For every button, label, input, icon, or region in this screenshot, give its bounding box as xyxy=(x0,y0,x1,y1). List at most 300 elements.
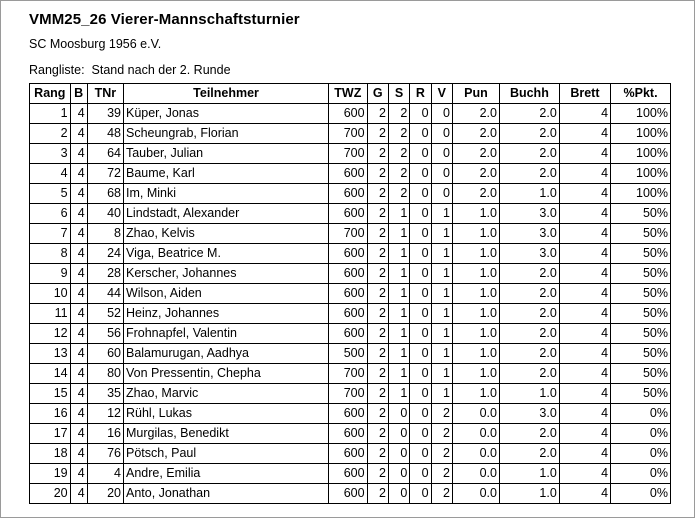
cell-teilnehmer: Küper, Jonas xyxy=(123,104,328,124)
cell-v: 1 xyxy=(431,204,452,224)
cell-s: 2 xyxy=(388,184,409,204)
cell-tnr: 60 xyxy=(87,344,123,364)
cell-pun: 0.0 xyxy=(452,404,499,424)
cell-g: 2 xyxy=(367,444,388,464)
cell-r: 0 xyxy=(410,404,431,424)
cell-r: 0 xyxy=(410,244,431,264)
cell-s: 1 xyxy=(388,364,409,384)
cell-prozent-punkte: 100% xyxy=(611,124,671,144)
column-header-b: B xyxy=(70,84,87,104)
cell-pun: 1.0 xyxy=(452,384,499,404)
cell-teilnehmer: Heinz, Johannes xyxy=(123,304,328,324)
cell-teilnehmer: Tauber, Julian xyxy=(123,144,328,164)
cell-pun: 1.0 xyxy=(452,284,499,304)
cell-r: 0 xyxy=(410,344,431,364)
cell-v: 2 xyxy=(431,444,452,464)
cell-twz: 700 xyxy=(329,144,367,164)
cell-brett: 4 xyxy=(559,404,610,424)
cell-v: 2 xyxy=(431,484,452,504)
cell-teilnehmer: Anto, Jonathan xyxy=(123,484,328,504)
cell-buchh: 2.0 xyxy=(499,364,559,384)
cell-prozent-punkte: 0% xyxy=(611,424,671,444)
cell-teilnehmer: Von Pressentin, Chepha xyxy=(123,364,328,384)
cell-twz: 500 xyxy=(329,344,367,364)
cell-pun: 1.0 xyxy=(452,224,499,244)
cell-teilnehmer: Rühl, Lukas xyxy=(123,404,328,424)
cell-v: 1 xyxy=(431,324,452,344)
cell-prozent-punkte: 50% xyxy=(611,384,671,404)
cell-prozent-punkte: 0% xyxy=(611,484,671,504)
cell-buchh: 2.0 xyxy=(499,104,559,124)
document-header xyxy=(1,1,694,77)
cell-buchh: 2.0 xyxy=(499,264,559,284)
cell-rang: 13 xyxy=(30,344,71,364)
cell-pun: 1.0 xyxy=(452,304,499,324)
cell-prozent-punkte: 50% xyxy=(611,264,671,284)
cell-brett: 4 xyxy=(559,464,610,484)
cell-brett: 4 xyxy=(559,164,610,184)
cell-rang: 8 xyxy=(30,244,71,264)
cell-g: 2 xyxy=(367,164,388,184)
cell-prozent-punkte: 50% xyxy=(611,224,671,244)
cell-r: 0 xyxy=(410,464,431,484)
table-row xyxy=(30,264,671,284)
cell-pun: 1.0 xyxy=(452,244,499,264)
column-header-v: V xyxy=(431,84,452,104)
cell-prozent-punkte: 100% xyxy=(611,164,671,184)
table-row xyxy=(30,424,671,444)
cell-buchh: 2.0 xyxy=(499,124,559,144)
cell-g: 2 xyxy=(367,464,388,484)
column-header-tnr: TNr xyxy=(87,84,123,104)
cell-g: 2 xyxy=(367,244,388,264)
cell-brett: 4 xyxy=(559,384,610,404)
column-header-rang: Rang xyxy=(30,84,71,104)
cell-tnr: 44 xyxy=(87,284,123,304)
cell-s: 1 xyxy=(388,284,409,304)
cell-rang: 20 xyxy=(30,484,71,504)
cell-brett: 4 xyxy=(559,324,610,344)
table-row xyxy=(30,284,671,304)
cell-v: 1 xyxy=(431,384,452,404)
cell-buchh: 2.0 xyxy=(499,344,559,364)
cell-teilnehmer: Wilson, Aiden xyxy=(123,284,328,304)
table-row xyxy=(30,164,671,184)
cell-r: 0 xyxy=(410,444,431,464)
cell-pun: 0.0 xyxy=(452,444,499,464)
cell-tnr: 80 xyxy=(87,364,123,384)
cell-teilnehmer: Scheungrab, Florian xyxy=(123,124,328,144)
cell-v: 1 xyxy=(431,284,452,304)
cell-r: 0 xyxy=(410,384,431,404)
cell-r: 0 xyxy=(410,104,431,124)
cell-rang: 1 xyxy=(30,104,71,124)
cell-s: 0 xyxy=(388,424,409,444)
cell-rang: 16 xyxy=(30,404,71,424)
cell-pun: 2.0 xyxy=(452,124,499,144)
cell-g: 2 xyxy=(367,404,388,424)
cell-tnr: 48 xyxy=(87,124,123,144)
cell-g: 2 xyxy=(367,144,388,164)
cell-brett: 4 xyxy=(559,224,610,244)
table-row xyxy=(30,444,671,464)
cell-s: 1 xyxy=(388,204,409,224)
cell-teilnehmer: Kerscher, Johannes xyxy=(123,264,328,284)
cell-b: 4 xyxy=(70,444,87,464)
cell-twz: 600 xyxy=(329,164,367,184)
cell-s: 1 xyxy=(388,304,409,324)
column-header-s: S xyxy=(388,84,409,104)
cell-r: 0 xyxy=(410,284,431,304)
cell-s: 2 xyxy=(388,104,409,124)
cell-rang: 10 xyxy=(30,284,71,304)
cell-buchh: 1.0 xyxy=(499,484,559,504)
cell-buchh: 3.0 xyxy=(499,244,559,264)
table-row xyxy=(30,124,671,144)
cell-r: 0 xyxy=(410,224,431,244)
cell-twz: 600 xyxy=(329,244,367,264)
cell-brett: 4 xyxy=(559,184,610,204)
cell-twz: 600 xyxy=(329,424,367,444)
cell-rang: 11 xyxy=(30,304,71,324)
cell-buchh: 2.0 xyxy=(499,144,559,164)
cell-prozent-punkte: 50% xyxy=(611,284,671,304)
cell-rang: 2 xyxy=(30,124,71,144)
table-row xyxy=(30,404,671,424)
cell-buchh: 3.0 xyxy=(499,224,559,244)
cell-s: 1 xyxy=(388,244,409,264)
cell-v: 0 xyxy=(431,104,452,124)
cell-r: 0 xyxy=(410,164,431,184)
cell-b: 4 xyxy=(70,364,87,384)
cell-prozent-punkte: 100% xyxy=(611,104,671,124)
cell-buchh: 2.0 xyxy=(499,324,559,344)
cell-r: 0 xyxy=(410,124,431,144)
column-header-prozent-punkte: %Pkt. xyxy=(611,84,671,104)
cell-g: 2 xyxy=(367,204,388,224)
cell-twz: 600 xyxy=(329,304,367,324)
cell-brett: 4 xyxy=(559,344,610,364)
cell-v: 1 xyxy=(431,224,452,244)
cell-rang: 14 xyxy=(30,364,71,384)
cell-v: 0 xyxy=(431,124,452,144)
cell-pun: 1.0 xyxy=(452,364,499,384)
cell-twz: 600 xyxy=(329,104,367,124)
cell-r: 0 xyxy=(410,484,431,504)
cell-twz: 600 xyxy=(329,184,367,204)
cell-g: 2 xyxy=(367,264,388,284)
table-row xyxy=(30,364,671,384)
table-row xyxy=(30,344,671,364)
table-row xyxy=(30,224,671,244)
cell-twz: 600 xyxy=(329,264,367,284)
column-header-twz: TWZ xyxy=(329,84,367,104)
cell-r: 0 xyxy=(410,144,431,164)
cell-g: 2 xyxy=(367,324,388,344)
cell-tnr: 12 xyxy=(87,404,123,424)
cell-g: 2 xyxy=(367,344,388,364)
table-row xyxy=(30,204,671,224)
cell-v: 1 xyxy=(431,244,452,264)
cell-b: 4 xyxy=(70,224,87,244)
cell-brett: 4 xyxy=(559,364,610,384)
ranking-table-wrapper xyxy=(1,83,694,504)
table-row xyxy=(30,484,671,504)
column-header-g: G xyxy=(367,84,388,104)
cell-prozent-punkte: 0% xyxy=(611,404,671,424)
cell-r: 0 xyxy=(410,324,431,344)
cell-tnr: 76 xyxy=(87,444,123,464)
cell-brett: 4 xyxy=(559,124,610,144)
cell-rang: 5 xyxy=(30,184,71,204)
cell-v: 2 xyxy=(431,464,452,484)
cell-tnr: 52 xyxy=(87,304,123,324)
cell-buchh: 2.0 xyxy=(499,424,559,444)
cell-prozent-punkte: 100% xyxy=(611,144,671,164)
cell-brett: 4 xyxy=(559,304,610,324)
cell-tnr: 56 xyxy=(87,324,123,344)
table-row xyxy=(30,104,671,124)
cell-prozent-punkte: 0% xyxy=(611,444,671,464)
cell-prozent-punkte: 50% xyxy=(611,244,671,264)
cell-s: 2 xyxy=(388,164,409,184)
cell-pun: 1.0 xyxy=(452,264,499,284)
cell-teilnehmer: Zhao, Marvic xyxy=(123,384,328,404)
cell-pun: 1.0 xyxy=(452,324,499,344)
cell-teilnehmer: Zhao, Kelvis xyxy=(123,224,328,244)
cell-s: 2 xyxy=(388,144,409,164)
cell-buchh: 1.0 xyxy=(499,184,559,204)
cell-b: 4 xyxy=(70,104,87,124)
cell-rang: 3 xyxy=(30,144,71,164)
cell-rang: 15 xyxy=(30,384,71,404)
cell-prozent-punkte: 50% xyxy=(611,304,671,324)
cell-r: 0 xyxy=(410,364,431,384)
cell-pun: 1.0 xyxy=(452,204,499,224)
cell-buchh: 3.0 xyxy=(499,404,559,424)
cell-r: 0 xyxy=(410,304,431,324)
column-header-brett: Brett xyxy=(559,84,610,104)
cell-twz: 600 xyxy=(329,204,367,224)
cell-prozent-punkte: 50% xyxy=(611,324,671,344)
table-row xyxy=(30,144,671,164)
cell-v: 1 xyxy=(431,304,452,324)
table-row xyxy=(30,184,671,204)
cell-buchh: 2.0 xyxy=(499,444,559,464)
cell-tnr: 16 xyxy=(87,424,123,444)
cell-teilnehmer: Murgilas, Benedikt xyxy=(123,424,328,444)
cell-g: 2 xyxy=(367,104,388,124)
cell-b: 4 xyxy=(70,384,87,404)
column-header-teilnehmer: Teilnehmer xyxy=(123,84,328,104)
cell-b: 4 xyxy=(70,164,87,184)
ranklist-status: Rangliste: Stand nach der 2. Runde xyxy=(29,63,231,77)
cell-buchh: 2.0 xyxy=(499,304,559,324)
cell-r: 0 xyxy=(410,264,431,284)
table-row xyxy=(30,244,671,264)
cell-s: 1 xyxy=(388,344,409,364)
cell-r: 0 xyxy=(410,424,431,444)
cell-teilnehmer: Viga, Beatrice M. xyxy=(123,244,328,264)
cell-rang: 17 xyxy=(30,424,71,444)
cell-brett: 4 xyxy=(559,104,610,124)
cell-tnr: 64 xyxy=(87,144,123,164)
cell-pun: 2.0 xyxy=(452,104,499,124)
cell-b: 4 xyxy=(70,144,87,164)
cell-g: 2 xyxy=(367,184,388,204)
cell-b: 4 xyxy=(70,304,87,324)
table-row xyxy=(30,384,671,404)
cell-s: 2 xyxy=(388,124,409,144)
cell-g: 2 xyxy=(367,364,388,384)
cell-pun: 0.0 xyxy=(452,424,499,444)
cell-prozent-punkte: 0% xyxy=(611,464,671,484)
cell-s: 1 xyxy=(388,224,409,244)
cell-v: 0 xyxy=(431,144,452,164)
cell-rang: 9 xyxy=(30,264,71,284)
cell-brett: 4 xyxy=(559,204,610,224)
table-row xyxy=(30,304,671,324)
cell-tnr: 4 xyxy=(87,464,123,484)
cell-b: 4 xyxy=(70,464,87,484)
cell-b: 4 xyxy=(70,204,87,224)
cell-s: 0 xyxy=(388,484,409,504)
cell-brett: 4 xyxy=(559,424,610,444)
cell-buchh: 3.0 xyxy=(499,204,559,224)
cell-s: 0 xyxy=(388,464,409,484)
cell-tnr: 35 xyxy=(87,384,123,404)
cell-v: 1 xyxy=(431,364,452,384)
cell-tnr: 39 xyxy=(87,104,123,124)
cell-twz: 600 xyxy=(329,284,367,304)
club-name: SC Moosburg 1956 e.V. xyxy=(29,37,162,51)
cell-rang: 6 xyxy=(30,204,71,224)
cell-b: 4 xyxy=(70,184,87,204)
cell-s: 1 xyxy=(388,324,409,344)
cell-v: 0 xyxy=(431,164,452,184)
cell-tnr: 20 xyxy=(87,484,123,504)
cell-b: 4 xyxy=(70,484,87,504)
cell-rang: 12 xyxy=(30,324,71,344)
cell-g: 2 xyxy=(367,304,388,324)
cell-twz: 700 xyxy=(329,364,367,384)
column-header-r: R xyxy=(410,84,431,104)
cell-g: 2 xyxy=(367,384,388,404)
cell-teilnehmer: Balamurugan, Aadhya xyxy=(123,344,328,364)
cell-brett: 4 xyxy=(559,284,610,304)
table-header-row xyxy=(30,84,671,104)
table-row xyxy=(30,464,671,484)
cell-b: 4 xyxy=(70,324,87,344)
cell-r: 0 xyxy=(410,184,431,204)
cell-twz: 600 xyxy=(329,324,367,344)
cell-twz: 700 xyxy=(329,384,367,404)
cell-b: 4 xyxy=(70,424,87,444)
cell-b: 4 xyxy=(70,404,87,424)
cell-b: 4 xyxy=(70,244,87,264)
cell-twz: 700 xyxy=(329,124,367,144)
page-title: VMM25_26 Vierer-Mannschaftsturnier xyxy=(29,11,300,28)
cell-brett: 4 xyxy=(559,144,610,164)
cell-s: 1 xyxy=(388,264,409,284)
cell-twz: 600 xyxy=(329,484,367,504)
cell-twz: 700 xyxy=(329,224,367,244)
cell-tnr: 72 xyxy=(87,164,123,184)
cell-brett: 4 xyxy=(559,444,610,464)
column-header-buchh: Buchh xyxy=(499,84,559,104)
cell-buchh: 1.0 xyxy=(499,384,559,404)
table-row xyxy=(30,324,671,344)
cell-v: 0 xyxy=(431,184,452,204)
cell-twz: 600 xyxy=(329,404,367,424)
cell-tnr: 28 xyxy=(87,264,123,284)
cell-g: 2 xyxy=(367,484,388,504)
cell-g: 2 xyxy=(367,124,388,144)
cell-pun: 2.0 xyxy=(452,164,499,184)
cell-tnr: 24 xyxy=(87,244,123,264)
cell-brett: 4 xyxy=(559,484,610,504)
cell-teilnehmer: Andre, Emilia xyxy=(123,464,328,484)
cell-pun: 2.0 xyxy=(452,184,499,204)
column-header-pun: Pun xyxy=(452,84,499,104)
cell-prozent-punkte: 50% xyxy=(611,344,671,364)
cell-s: 0 xyxy=(388,444,409,464)
cell-tnr: 40 xyxy=(87,204,123,224)
cell-s: 0 xyxy=(388,404,409,424)
cell-twz: 600 xyxy=(329,444,367,464)
cell-brett: 4 xyxy=(559,244,610,264)
cell-g: 2 xyxy=(367,284,388,304)
cell-teilnehmer: Frohnapfel, Valentin xyxy=(123,324,328,344)
cell-teilnehmer: Im, Minki xyxy=(123,184,328,204)
cell-buchh: 2.0 xyxy=(499,284,559,304)
cell-g: 2 xyxy=(367,424,388,444)
cell-twz: 600 xyxy=(329,464,367,484)
cell-tnr: 68 xyxy=(87,184,123,204)
cell-s: 1 xyxy=(388,384,409,404)
cell-prozent-punkte: 50% xyxy=(611,204,671,224)
cell-pun: 0.0 xyxy=(452,484,499,504)
cell-v: 2 xyxy=(431,424,452,444)
cell-b: 4 xyxy=(70,264,87,284)
cell-v: 2 xyxy=(431,404,452,424)
cell-pun: 0.0 xyxy=(452,464,499,484)
cell-r: 0 xyxy=(410,204,431,224)
cell-rang: 19 xyxy=(30,464,71,484)
cell-g: 2 xyxy=(367,224,388,244)
cell-brett: 4 xyxy=(559,264,610,284)
cell-rang: 4 xyxy=(30,164,71,184)
table-body xyxy=(30,104,671,504)
cell-rang: 7 xyxy=(30,224,71,244)
cell-b: 4 xyxy=(70,284,87,304)
cell-prozent-punkte: 100% xyxy=(611,184,671,204)
cell-b: 4 xyxy=(70,344,87,364)
cell-teilnehmer: Lindstadt, Alexander xyxy=(123,204,328,224)
cell-buchh: 2.0 xyxy=(499,164,559,184)
ranking-table xyxy=(29,83,671,504)
cell-v: 1 xyxy=(431,344,452,364)
cell-tnr: 8 xyxy=(87,224,123,244)
cell-b: 4 xyxy=(70,124,87,144)
cell-buchh: 1.0 xyxy=(499,464,559,484)
cell-v: 1 xyxy=(431,264,452,284)
cell-rang: 18 xyxy=(30,444,71,464)
cell-pun: 1.0 xyxy=(452,344,499,364)
cell-teilnehmer: Baume, Karl xyxy=(123,164,328,184)
cell-prozent-punkte: 50% xyxy=(611,364,671,384)
cell-teilnehmer: Pötsch, Paul xyxy=(123,444,328,464)
